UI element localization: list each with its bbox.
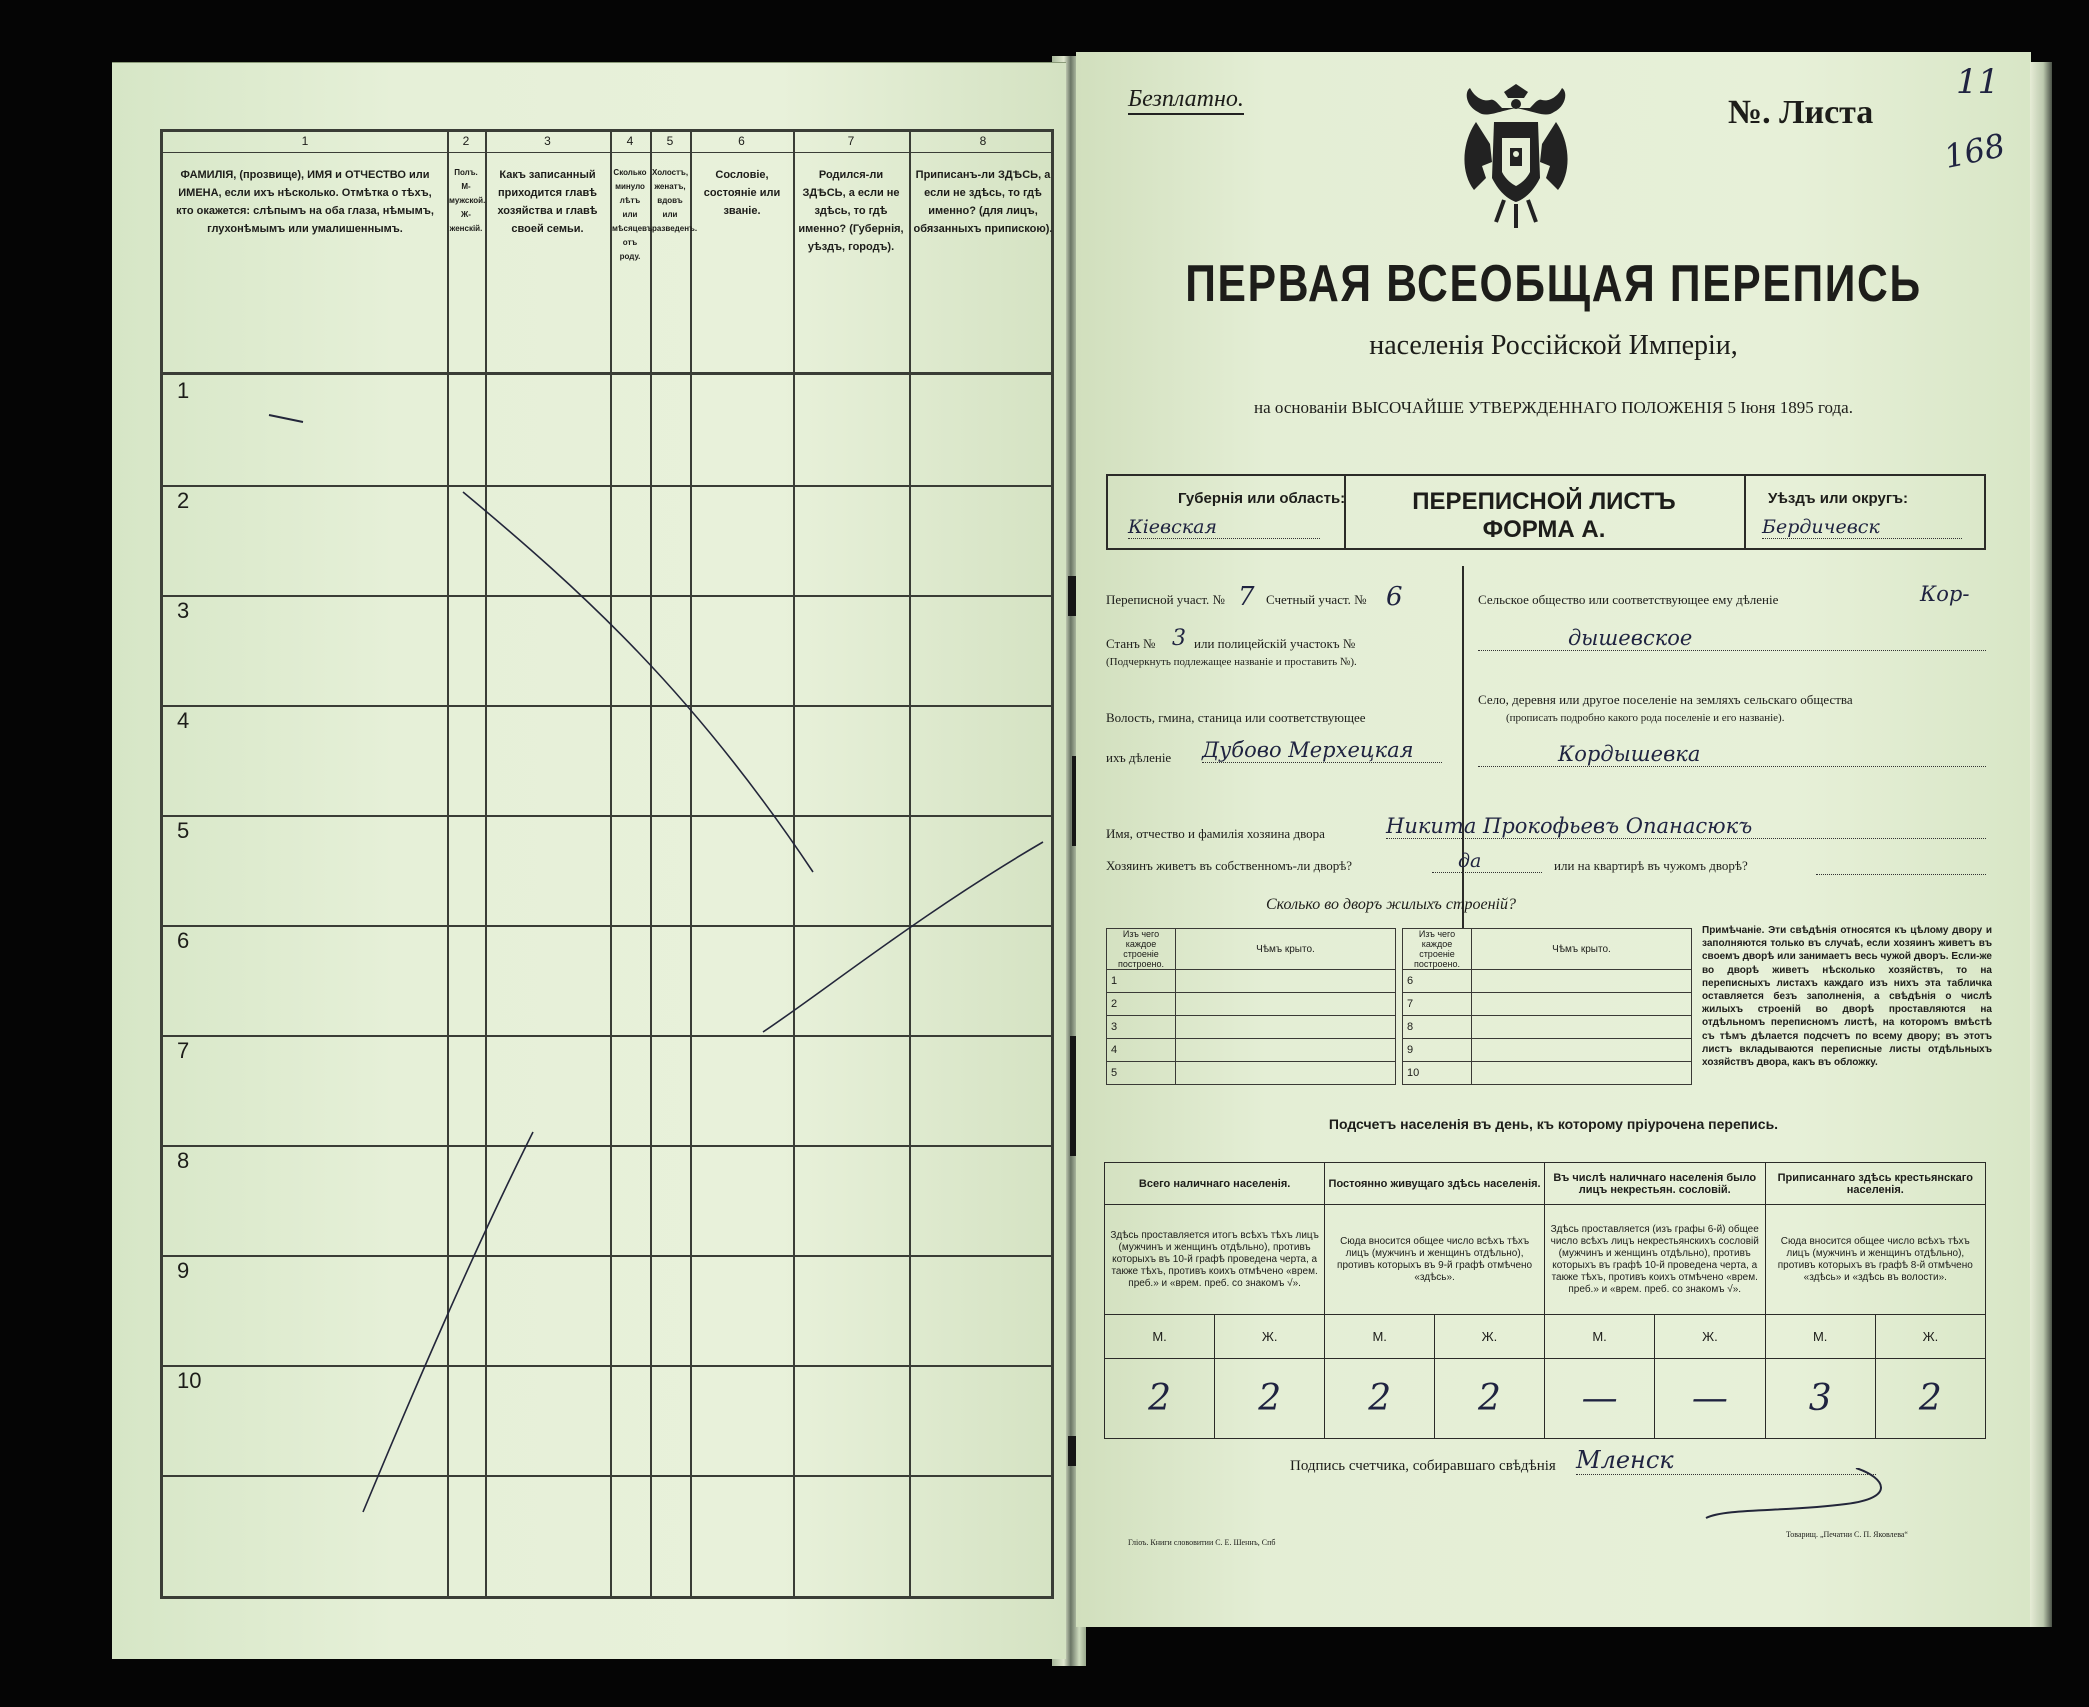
column-number: 6 (738, 134, 745, 148)
female-label: Ж. (1875, 1315, 1985, 1359)
building-row-number: 4 (1107, 1039, 1176, 1062)
header-marital: Холостъ, женатъ, вдовъ или разведенъ. (652, 168, 698, 233)
village-note: (прописать подробно какого рода поселеніе и его названіе). (1506, 712, 1785, 724)
uezd-label: Уѣздъ или округъ: (1768, 490, 1909, 507)
header-sex: Полъ. М-мужской. Ж-женскій. (449, 168, 486, 233)
column-number: 8 (979, 134, 987, 148)
male-label: М. (1765, 1315, 1875, 1359)
male-label: М. (1544, 1315, 1654, 1359)
building-row-number: 7 (1403, 993, 1472, 1016)
header-birthplace: Родился-ли ЗДѢСЬ, а если не здѣсь, то гдѣ именно? (Губернія, уѣздъ, городъ). (798, 169, 904, 253)
owner-value: Никита Прокофьевъ Опанасюкъ (1386, 814, 1986, 839)
column-number: 3 (544, 134, 551, 148)
row-number: 5 (177, 818, 190, 843)
printer-left: Гліоъ. Книги слововитии С. Е. Шеннъ, Спб (1128, 1538, 1276, 1547)
stan-value: 3 (1172, 626, 1186, 651)
male-label: М. (1105, 1315, 1215, 1359)
pen-strokes (163, 132, 1057, 1602)
building-row-number: 9 (1403, 1039, 1472, 1062)
stan-rest: или полицейскій участокъ № (1194, 636, 1356, 651)
population-count-table (1104, 1162, 1986, 1439)
volost-value: Дубово Мерхецкая (1202, 738, 1442, 763)
owner-label: Имя, отчество и фамилія хозяина двора (1106, 826, 1325, 841)
gubernia-label: Губернія или область: (1178, 490, 1346, 507)
buildings-label: Сколько во дворъ жилыхъ строеній? (1266, 896, 1516, 913)
building-row-number: 2 (1107, 993, 1176, 1016)
society-label: Сельское общество или соответствующее ему дѣленіе (1478, 592, 1779, 607)
count-value: — (1655, 1359, 1765, 1439)
own-yard-value: да (1432, 850, 1542, 873)
row-number: 2 (177, 488, 190, 513)
village-value: Кордышевка (1478, 742, 1986, 767)
buildings-header-material: Изъ чего каждое строеніе построено. (1107, 929, 1176, 970)
uezd-value: Бердичевск (1762, 516, 1962, 539)
count-col-desc: Сюда вносится общее число всѣхъ тѣхъ лицъ (мужчинъ и женщинъ отдѣльно), противъ которыхъ въ 9-й графѣ отмѣчено «здѣсь». (1325, 1205, 1545, 1315)
printer-right: Товарищ. „Печатни С. П. Яковлева“ (1786, 1530, 1908, 1539)
household-members-table (160, 129, 1054, 1599)
gubernia-value: Кіевская (1128, 516, 1320, 539)
count-value: 2 (1435, 1359, 1545, 1439)
building-row-number: 10 (1403, 1062, 1472, 1085)
building-row-number: 1 (1107, 970, 1176, 993)
buildings-note: Примѣчаніе. Эти свѣдѣнія относятся къ цѣлому двору и заполняются только въ случаѣ, если хозяинъ живетъ въ своемъ дворѣ или занимаетъ весь чужой дворъ. Если-же во дворѣ живетъ нѣсколько хозяйствъ, то на переписныхъ листахъ каждаго изъ нихъ эта табличка оставляется безъ заполненія, а свѣдѣнія о числѣ жилыхъ строеній во дворѣ проставляются на отдѣльномъ переписномъ листѣ, на которомъ вмѣстѣ съ тѣмъ дѣлается подсчетъ по всему двору; въ этотъ листъ вкладываются переписные листы отдѣльныхъ хозяйствъ двора, какъ въ обложку. (1702, 925, 1992, 1069)
count-value: 2 (1875, 1359, 1985, 1439)
census-subtitle: населенія Россійской Имперіи, (1369, 330, 1738, 361)
sheet-number-handwritten: 11 (1956, 62, 2000, 102)
own-yard-label: Хозяинъ живетъ въ собственномъ-ли дворѣ? (1106, 858, 1353, 873)
building-row-number: 5 (1107, 1062, 1176, 1085)
imperial-eagle-emblem (1456, 82, 1576, 232)
count-value: 3 (1765, 1359, 1875, 1439)
count-col-title: Приписаннаго здѣсь крестьянскаго населенія. (1765, 1163, 1985, 1205)
society-value: Кор- (1920, 582, 1970, 606)
signature-value: Мленск (1576, 1446, 1876, 1475)
column-number: 2 (462, 134, 470, 148)
left-page (112, 62, 1066, 1659)
census-title: ПЕРВАЯ ВСЕОБЩАЯ ПЕРЕПИСЬ (1185, 255, 1922, 313)
row-number: 3 (177, 598, 190, 623)
row-number: 1 (177, 378, 190, 403)
count-value: — (1544, 1359, 1654, 1439)
building-row-number: 3 (1107, 1016, 1176, 1039)
volost-label-2: ихъ дѣленіе (1106, 750, 1172, 765)
header-relation: Какъ записанный приходится главѣ хозяйства и главѣ своей семьи. (497, 169, 598, 235)
society-value-2: дышевское (1478, 626, 1986, 651)
female-label: Ж. (1655, 1315, 1765, 1359)
count-col-desc: Сюда вносится общее число всѣхъ тѣхъ лицъ (мужчинъ и женщинъ отдѣльно), противъ которыхъ въ графѣ 8-й отмѣчено «здѣсь» и «здѣсь въ волости». (1765, 1205, 1985, 1315)
archive-number: 168 (1940, 126, 2009, 176)
column-number: 4 (626, 134, 634, 148)
building-row-number: 6 (1403, 970, 1472, 993)
counting-district-value: 6 (1386, 582, 1403, 612)
header-age: Сколько минуло лѣтъ или мѣсяцевъ отъ роду. (612, 168, 653, 261)
count-col-title: Постоянно живущаго здѣсь населенія. (1325, 1163, 1545, 1205)
row-number: 8 (177, 1148, 190, 1173)
building-row-number: 8 (1403, 1016, 1472, 1039)
row-number: 7 (177, 1038, 190, 1063)
header-registration: Приписанъ-ли ЗДѢСЬ, а если не здѣсь, то гдѣ именно? (для лицъ, обязанныхъ припискою). (913, 169, 1053, 235)
right-page (1076, 52, 2031, 1627)
census-district-value: 7 (1238, 582, 1255, 612)
counting-district-label: Счетный участ. № (1266, 592, 1367, 607)
row-number: 9 (177, 1258, 190, 1283)
count-value: 2 (1105, 1359, 1215, 1439)
buildings-table-right (1402, 928, 1692, 1085)
page-edge (2030, 62, 2052, 1627)
count-title: Подсчетъ населенія въ день, къ которому пріурочена перепись. (1328, 1116, 1779, 1132)
count-value: 2 (1215, 1359, 1325, 1439)
own-yard-rest: или на квартирѣ въ чужомъ дворѣ? (1554, 858, 1748, 873)
buildings-table-left (1106, 928, 1396, 1085)
buildings-header-roof: Чѣмъ крыто. (1472, 929, 1692, 970)
volost-label: Волость, гмина, станица или соответствующее (1106, 710, 1366, 725)
village-label: Село, деревня или другое поселеніе на земляхъ сельскаго общества (1478, 692, 1853, 707)
female-label: Ж. (1435, 1315, 1545, 1359)
female-label: Ж. (1215, 1315, 1325, 1359)
count-col-desc: Здѣсь проставляется (изъ графы 6-й) общее число всѣхъ лицъ некрестьянскихъ сословій (мужчинъ и женщинъ отдѣльно), противъ которыхъ въ графѣ 10-й проведена черта, а также тѣхъ, противъ коихъ отмѣчено «врем. преб.» и «врем. преб. со знакомъ √». (1544, 1205, 1765, 1315)
form-title: ПЕРЕПИСНОЙ ЛИСТЪ (1412, 488, 1676, 515)
count-col-title: Всего наличнаго населенія. (1105, 1163, 1325, 1205)
row-number: 6 (177, 928, 190, 953)
sheet-label: №. Листа (1728, 94, 1874, 131)
column-number: 7 (847, 134, 855, 148)
header-name: ФАМИЛІЯ, (прозвище), ИМЯ и ОТЧЕСТВО или ИМЕНА, если ихъ нѣсколько. Отмѣтка о тѣхъ, кто окажется: слѣпымъ на оба глаза, нѣмымъ, глухонѣмымъ или умалишеннымъ. (176, 169, 434, 235)
buildings-header-material: Изъ чего каждое строеніе построено. (1403, 929, 1472, 970)
count-value: 2 (1325, 1359, 1435, 1439)
count-col-title: Въ числѣ наличнаго населенія было лицъ некрестьян. сословій. (1544, 1163, 1765, 1205)
buildings-header-roof: Чѣмъ крыто. (1176, 929, 1396, 970)
census-basis: на основаніи ВЫСОЧАЙШЕ УТВЕРЖДЕННАГО ПОЛОЖЕНІЯ 5 Іюня 1895 года. (1254, 398, 1853, 417)
row-number: 4 (177, 708, 190, 733)
signature-flourish (1696, 1468, 1926, 1528)
header-estate: Сословіе, состояніе или званіе. (703, 169, 781, 217)
census-district-label: Переписной участ. № (1106, 592, 1225, 607)
form-subtitle: ФОРМА А. (1482, 516, 1606, 543)
stan-label: Станъ № (1106, 636, 1156, 651)
male-label: М. (1325, 1315, 1435, 1359)
free-label: Безплатно. (1128, 86, 1244, 115)
count-col-desc: Здѣсь проставляется итогъ всѣхъ тѣхъ лицъ (мужчинъ и женщинъ отдѣльно), противъ которыхъ въ 10-й графѣ проведена черта, а также тѣхъ, противъ коихъ отмѣчено «врем. преб.» и «врем. преб. со знакомъ √». (1105, 1205, 1325, 1315)
column-number: 5 (666, 134, 674, 148)
column-number: 1 (301, 134, 309, 148)
form-header-frame (1106, 474, 1986, 550)
row-number: 10 (177, 1368, 202, 1393)
signature-label: Подпись счетчика, собиравшаго свѣдѣнія (1290, 1458, 1556, 1474)
stan-note: (Подчеркнуть подлежащее названіе и проставить №). (1106, 656, 1357, 668)
